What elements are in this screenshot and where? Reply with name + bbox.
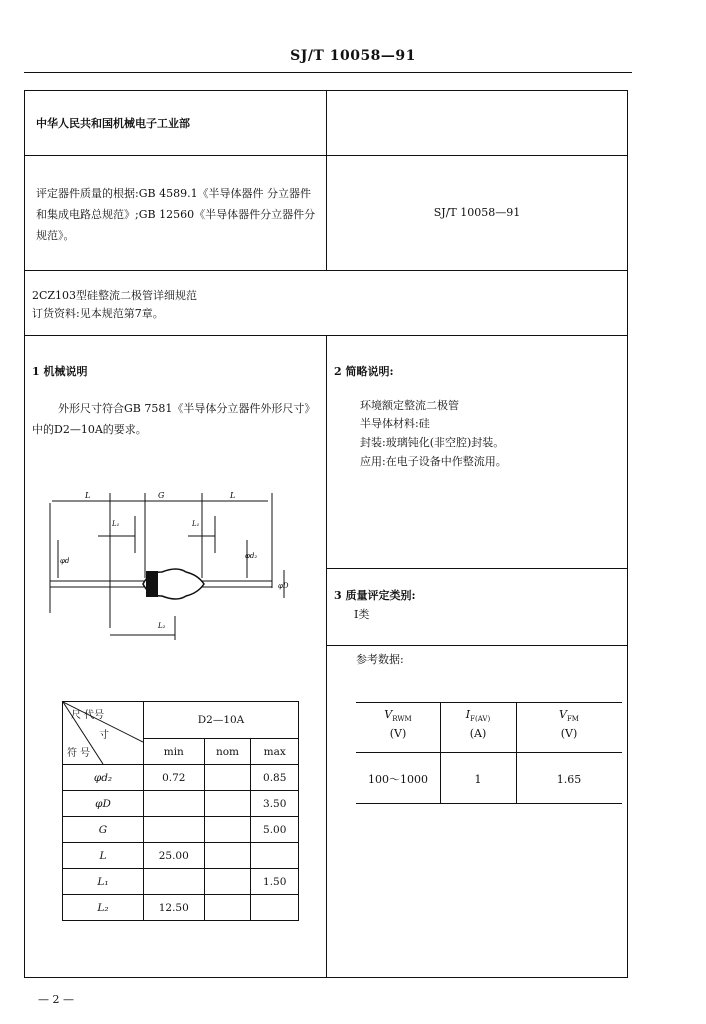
label-L1-right: L₁ (192, 520, 200, 528)
label-L1: L₁ (112, 520, 120, 528)
grid-line (326, 568, 628, 569)
table-row (63, 765, 299, 791)
row-max (251, 895, 299, 921)
package-header: D2—10A (144, 702, 299, 739)
row-symbol: φd₂ (63, 765, 144, 791)
ref-table-top-rule (356, 702, 622, 703)
header-rule (24, 72, 632, 73)
section2-line: 环境额定整流二极管 (360, 399, 459, 412)
row-nom (204, 843, 251, 869)
section2-title: 2 简略说明: (334, 365, 394, 378)
row-min: 0.72 (144, 765, 205, 791)
standard-code: SJ/T 10058—91 (433, 206, 521, 219)
ref-table-mid-rule (356, 752, 622, 753)
row-symbol: φD (63, 791, 144, 817)
table-row (63, 817, 299, 843)
row-min (144, 791, 205, 817)
label-L2: L₂ (158, 622, 166, 630)
table-corner-cell (63, 702, 144, 765)
cathode-band (146, 571, 158, 597)
section2-line: 封装:玻璃钝化(非空腔)封装。 (360, 436, 505, 449)
row-nom (204, 765, 251, 791)
row-symbol: L (63, 843, 144, 869)
row-min (144, 817, 205, 843)
ref-value-ifav: 1 (474, 773, 482, 786)
section2-line: 应用:在电子设备中作整流用。 (360, 455, 507, 468)
table-row (63, 843, 299, 869)
section1-text: 外形尺寸符合GB 7581《半导体分立器件外形尺寸》中的D2—10A的要求。 (32, 402, 316, 436)
table-row (63, 869, 299, 895)
label-L-right: L (230, 491, 236, 500)
grid-line (326, 335, 327, 978)
page-number: — 2 — (38, 993, 74, 1006)
diode-outline-drawing (40, 488, 300, 648)
label-phiD: φD (278, 582, 289, 590)
grid-line (326, 645, 628, 646)
ref-value-vfm: 1.65 (556, 773, 582, 786)
section2-line: 半导体材料:硅 (360, 417, 430, 430)
spec-title: 2CZ103型硅整流二极管详细规范 (32, 289, 198, 302)
row-max: 1.50 (251, 869, 299, 895)
ministry-name: 中华人民共和国机械电子工业部 (36, 117, 190, 130)
row-symbol: L₂ (63, 895, 144, 921)
label-phid: φd (60, 557, 70, 565)
corner-bottom-label: 符 号 (67, 748, 91, 759)
ref-data-title: 参考数据: (356, 653, 404, 666)
corner-mid-label: 寸 (99, 730, 109, 741)
ref-table-bottom-rule (356, 803, 622, 804)
row-min: 12.50 (144, 895, 205, 921)
ref-header-vfm: $V_{FM}$ (V) (559, 708, 579, 741)
row-symbol: G (63, 817, 144, 843)
label-phid2: φd₂ (245, 552, 258, 560)
row-symbol: L₁ (63, 869, 144, 895)
col-header-nom: nom (204, 739, 251, 765)
row-nom (204, 791, 251, 817)
col-header-max: max (251, 739, 299, 765)
order-info: 订货资料:见本规范第7章。 (32, 307, 164, 320)
ref-header-vrwm: $V_{RWM}$ (V) (384, 708, 412, 741)
quality-basis-text: 评定器件质量的根据:GB 4589.1《半导体器件 分立器件和集成电路总规范》;GB 12560《半导体器件分立器件分规范》。 (36, 187, 316, 242)
quality-category: Ⅰ类 (354, 608, 370, 621)
table-row (63, 895, 299, 921)
row-nom (204, 817, 251, 843)
row-max: 5.00 (251, 817, 299, 843)
label-L: L (85, 491, 91, 500)
section1-title: 1 机械说明 (32, 365, 88, 378)
row-nom (204, 895, 251, 921)
col-header-min: min (144, 739, 205, 765)
row-nom (204, 869, 251, 895)
label-G: G (158, 491, 165, 500)
dimension-lines (50, 493, 284, 640)
grid-line (24, 270, 628, 271)
table-row (63, 791, 299, 817)
document-code-header: SJ/T 10058—91 (290, 48, 416, 64)
row-max (251, 843, 299, 869)
section3-title: 3 质量评定类别: (334, 589, 416, 602)
dimension-table (62, 701, 299, 921)
grid-line (326, 90, 327, 270)
corner-top-label: 尺 代号 (71, 710, 105, 721)
row-min: 25.00 (144, 843, 205, 869)
ref-value-vrwm: 100～1000 (368, 773, 428, 786)
row-max: 3.50 (251, 791, 299, 817)
row-min (144, 869, 205, 895)
row-max: 0.85 (251, 765, 299, 791)
ref-header-ifav: $I_{F(AV)}$ (A) (465, 708, 491, 741)
